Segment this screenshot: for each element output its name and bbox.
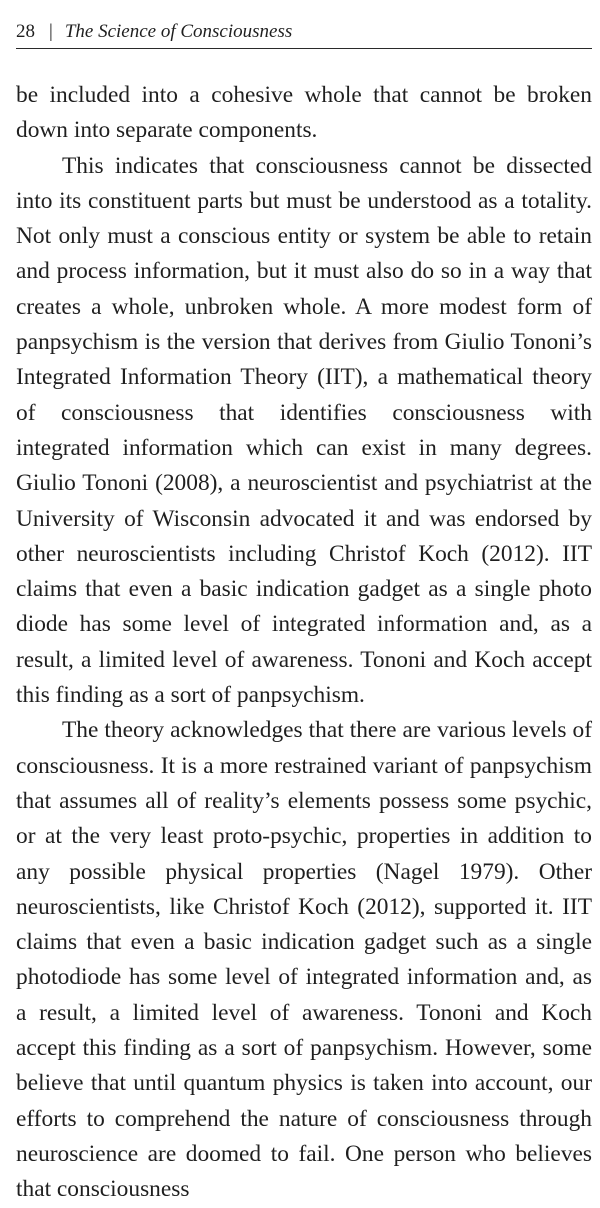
page-number: 28 bbox=[16, 21, 35, 42]
body-text bbox=[16, 78, 592, 1208]
running-header bbox=[16, 20, 592, 49]
paragraph-levels-of-consciousness: The theory acknowledges that there are various levels of consciousness. It is a more restrained variant of panpsychism that assumes all of reality’s elements possess some psychic, or at the very least proto-psychic, properties in addition to any possible physical properties (Nagel 1979). Other neuroscientists, like Christof Koch (2012), supported it. IIT claims that even a basic indication gadget such as a single photodiode has some level of integrated information and, as a result, a limited level of awareness. Tononi and Koch accept this finding as a sort of panpsychism. However, some believe that until quantum physics is taken into account, our efforts to comprehend the nature of consciousness through neuroscience are doomed to fail. One person who believes that consciousness bbox=[16, 717, 592, 1203]
paragraph-iit-panpsychism: This indicates that consciousness cannot be dissected into its constituent parts but must be understood as a totality. Not only must a conscious entity or system be able to retain and process information, but it must also do so in a way that creates a whole, unbroken whole. A more modest form of panpsychism is the version that derives from Giulio Tononi’s Integrated Information Theory (IIT), a mathematical theory of consciousness that identifies consciousness with integrated information which can exist in many degrees. Giulio Tononi (2008), a neuroscientist and psychiatrist at the University of Wisconsin advocated it and was endorsed by other neuroscientists including Christof Koch (2012). IIT claims that even a basic indication gadget as a single photo diode has some level of integrated information and, as a result, a limited level of awareness. Tononi and Koch accept this finding as a sort of panpsychism. bbox=[16, 152, 592, 709]
paragraph-continued: be included into a cohesive whole that cannot be broken down into separate components. bbox=[16, 82, 592, 144]
header-separator: | bbox=[49, 21, 53, 42]
book-title: The Science of Consciousness bbox=[64, 21, 293, 42]
